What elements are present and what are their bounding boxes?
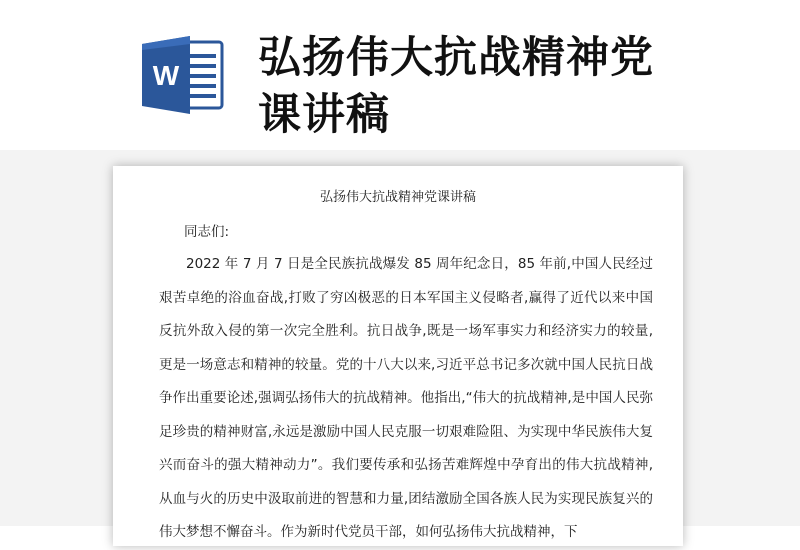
word-icon xyxy=(140,34,224,116)
document-heading: 弘扬伟大抗战精神党课讲稿 xyxy=(258,33,654,140)
svg-text:W: W xyxy=(152,60,180,91)
document-page xyxy=(113,166,683,546)
page-title: 弘扬伟大抗战精神党课讲稿 xyxy=(319,190,476,205)
body-paragraph: 2022 年 7 月 7 日是全民族抗战爆发 85 周年纪念日，85 年前,中国人民经过艰苦卓绝的浴血奋战,打败了穷凶极恶的日本军国主义侵略者,赢得了近代以来中国反抗外敌入侵的第一次完全胜利。抗日战争,既是一场军事实力和经济实力的较量,更是一场意志和精神的较量。党的十八大以来,习近平总书记多次就中国人民抗日战争作出重要论述,强调弘扬伟大的抗战精神。他指出,“伟大的抗战精神,是中国人民弥足珍贵的精神财富,永远是激励中国人民克服一切艰难险阻、为实现中华民族伟大复兴而奋斗的强大精神动力”。我们要传承和弘扬苦难辉煌中孕育出的伟大抗战精神,从血与火的历史中汲取前进的智慧和力量,团结激励全国各族人民为实现民族复兴的伟大梦想不懈奋斗。作为新时代党员干部，如何弘扬伟大抗战精神，下 xyxy=(159,256,653,540)
header-banner xyxy=(0,0,800,150)
salutation: 同志们: xyxy=(184,224,230,240)
